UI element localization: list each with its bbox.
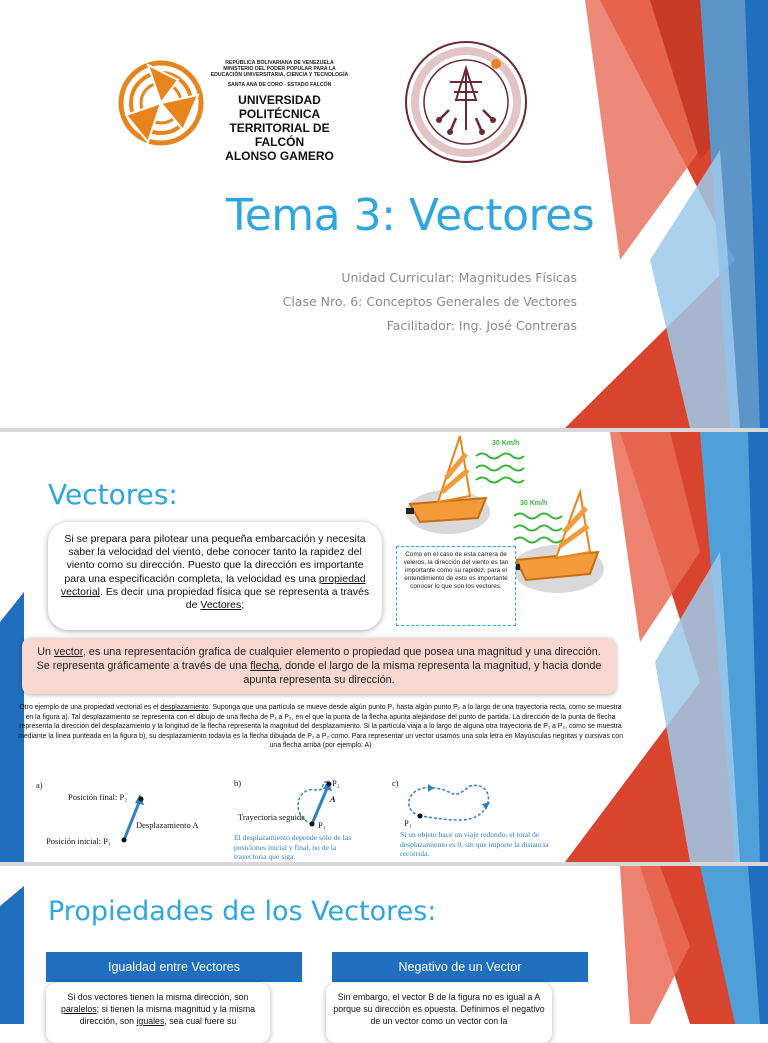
definition-text: Un	[37, 646, 54, 658]
figure-c-tag: c)	[392, 778, 399, 788]
city-line: SANTA ANA DE CORO - ESTADO FALCÓN	[227, 81, 332, 88]
title-slide	[0, 0, 768, 428]
gov-line: EDUCACIÓN UNIVERSITARIA, CIENCIA Y TECNOLOGÍA	[210, 72, 349, 79]
card-text: ; si tienen la misma magnitud y la misma dirección, son	[79, 1004, 256, 1026]
university-name-line: ALONSO GAMERO	[225, 148, 334, 163]
subtitle-course: Unidad Curricular: Magnitudes Físicas	[341, 270, 577, 285]
gov-line: MINISTERIO DEL PODER POPULAR PARA LA	[223, 66, 336, 73]
card-term: iguales	[136, 1016, 165, 1026]
definition-term: flecha	[250, 660, 280, 672]
paragraph-text: . Suponga que una partícula se mueve desde algún punto P₁ hasta algún punto P₂ a lo largo de una trayectoria recta, como se muestra en la figura a). Tal desplazamiento se representa con el dibujo de una flecha de P₁ a P₂, en el que la punta de la flecha apunta alejándose del punto de partida. La dirección de la punta de flecha representa la dirección del desplazamiento y la longitud de la flecha representa la magnitud del desplazamiento. Si la partícula viaja a lo largo de alguna otra trayectoria de P₁ a P₂, como se muestra mediante la línea punteada en la figura b), su desplazamiento todavía es la flecha dibujada de P₁ a P₂ como. Para representar un vector usamos una sola letra en Mayúsculas negritas y cursivas con una flecha arriba (por ejemplo: A)	[18, 704, 623, 749]
paragraph-term: desplazamiento	[160, 704, 209, 711]
figure-b-p2: P₂	[332, 778, 340, 788]
negative-card	[326, 983, 552, 1043]
card-text: Si dos vectores tienen la misma dirección, son	[67, 992, 249, 1002]
university-name-line: TERRITORIAL DE FALCÓN	[229, 120, 330, 149]
tab-vector-equality[interactable]: Igualdad entre Vectores	[46, 952, 302, 982]
wind-speed-label: 30 Km/h	[520, 500, 548, 507]
subtitle-facilitator: Facilitador: Ing. José Contreras	[386, 318, 577, 333]
intro-textbox	[48, 522, 382, 630]
card-term: paralelos	[60, 1004, 97, 1014]
intro-text: . Es decir una propiedad física que se representa a través de	[100, 585, 370, 612]
university-logo	[118, 56, 351, 163]
university-name-line: UNIVERSIDAD POLITÉCNICA	[238, 92, 321, 121]
card-text: , sea cual fuere su	[164, 1016, 237, 1026]
figure-b-arrow	[290, 776, 350, 834]
vector-definition	[22, 638, 616, 694]
displacement-paragraph	[18, 703, 623, 751]
intro-text: ;	[241, 599, 245, 612]
university-emblem-icon	[118, 60, 204, 146]
page-title: Tema 3: Vectores	[225, 190, 595, 241]
figure-c-caption: Si un objeto hace un viaje redondo, el total de desplazamiento es 0, sin que importe la distancia recorrida.	[400, 830, 549, 858]
section-heading: Vectores:	[48, 478, 178, 511]
figure-b-vector: A	[330, 794, 336, 804]
definition-text: , donde el largo de la misma representa la magnitud, y hacia donde apunta representa su dirección.	[243, 660, 602, 686]
definition-term: vector	[54, 646, 83, 658]
definition-text: , es una representación grafica de cualquier elemento o propiedad que posea una magnitud y una dirección. Se representa gráficamente a través de una	[36, 646, 601, 672]
intro-term: propiedad vectorial	[60, 572, 366, 598]
figure-c-loop	[400, 780, 500, 828]
intro-term: Vectores	[200, 599, 242, 612]
intro-text: Si se prepara para pilotear una pequeña embarcación y necesita saber la velocidad del viento, debe conocer tanto la rapidez del viento como su dirección. Puesto que la dirección es importante para una especificación completa, la velocidad es una	[64, 533, 366, 585]
card-text: Sin embargo, el vector B de la figura no es igual a A porque su dirección es opuesta. Definimos el negativo de un vector como un vector con la	[333, 992, 545, 1026]
note-text: Como en el caso de esta carrera de veleros, la dirección del viento es tan importante como su rapidez, para el entendimiento de esto es importante conocer lo que son los vectores.	[403, 551, 509, 590]
figure-b-p1: P₁	[318, 820, 326, 830]
wind-speed-label: 30 Km/h	[492, 440, 520, 447]
sailboat-note	[396, 546, 516, 626]
figure-a-arrow	[112, 790, 152, 850]
gov-line: REPÚBLICA BOLIVARIANA DE VENEZUELA	[225, 60, 334, 66]
section-heading: Propiedades de los Vectores:	[48, 896, 437, 927]
figure-a-displacement: Desplazamiento A	[136, 820, 199, 830]
figure-b-caption: El desplazamiento depende sólo de las posiciones inicial y final, no de la trayectoria que siga.	[234, 833, 352, 861]
equality-card	[46, 983, 270, 1043]
figure-b-path-label: Trayectoria seguida	[238, 812, 305, 822]
figure-a-final: Posición final: P₂	[68, 792, 128, 802]
figure-a-initial: Posición inicial: P₁	[46, 836, 111, 846]
figure-c-p1: P₁	[404, 818, 412, 828]
figure-a-tag: a)	[36, 780, 43, 790]
paragraph-text: Otro ejemplo de una propiedad vectorial es el	[19, 704, 161, 711]
tab-negative-vector[interactable]: Negativo de un Vector	[332, 952, 588, 982]
department-seal-icon	[404, 40, 528, 164]
subtitle-class: Clase Nro. 6: Conceptos Generales de Vectores	[282, 294, 577, 309]
figure-b-tag: b)	[234, 778, 242, 788]
